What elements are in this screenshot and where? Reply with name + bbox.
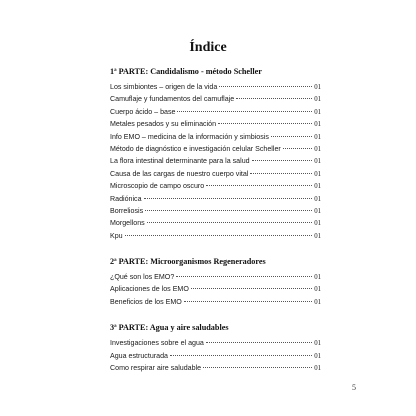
entry-label: Kpu: [110, 231, 123, 240]
dot-leader: [170, 355, 312, 356]
page-number: 5: [352, 383, 356, 392]
entry-label: Morgellons: [110, 219, 145, 228]
entry-page: 01: [314, 220, 321, 228]
toc-section-part-2: [110, 256, 321, 308]
dot-leader: [206, 342, 312, 343]
toc-entry[interactable]: [110, 143, 321, 155]
dot-leader: [283, 148, 312, 149]
toc-section-part-1: [110, 66, 321, 242]
entry-page: 01: [314, 158, 321, 166]
entry-label: Agua estructurada: [110, 351, 168, 360]
dot-leader: [203, 367, 312, 368]
page-title: Índice: [189, 40, 227, 55]
entry-page: 01: [314, 84, 321, 91]
entry-label: Los simbiontes – origen de la vida: [110, 83, 218, 91]
toc-entry[interactable]: [110, 118, 321, 130]
entry-label: Beneficios de los EMO: [110, 297, 182, 306]
toc-entry[interactable]: [110, 271, 321, 283]
entry-label: Borreliosis: [110, 206, 144, 215]
toc-entry[interactable]: [110, 296, 321, 308]
entry-page: 01: [314, 195, 321, 203]
dot-leader: [218, 123, 312, 124]
entry-label: Aplicaciones de los EMO: [110, 285, 189, 294]
entry-label: Método de diagnóstico e investigación celular Scheller: [110, 144, 281, 153]
entry-page: 01: [314, 274, 321, 282]
toc-entry[interactable]: [110, 93, 321, 105]
toc-entry[interactable]: [110, 283, 321, 295]
entry-label: Camuflaje y fundamentos del camuflaje: [110, 95, 235, 104]
entry-page: 01: [314, 340, 321, 348]
toc-entry[interactable]: [110, 81, 321, 93]
entry-page: 01: [314, 207, 321, 215]
entry-page: 01: [314, 183, 321, 191]
table-of-contents: [110, 66, 321, 388]
toc-entry[interactable]: [110, 131, 321, 143]
dot-leader: [236, 98, 312, 99]
entry-page: 01: [314, 145, 321, 153]
entry-label: Metales pesados y su eliminación: [110, 120, 217, 129]
entry-label: La flora intestinal determinante para la salud: [110, 157, 250, 166]
toc-entry[interactable]: [110, 180, 321, 192]
dot-leader: [125, 235, 313, 236]
dot-leader: [144, 198, 313, 199]
dot-leader: [184, 301, 312, 302]
entry-page: 01: [314, 286, 321, 294]
toc-section-part-3: [110, 322, 321, 374]
toc-entry[interactable]: [110, 362, 321, 374]
toc-entry[interactable]: [110, 155, 321, 167]
dot-leader: [145, 210, 312, 211]
entry-label: Radiónica: [110, 194, 142, 203]
entry-page: 01: [314, 298, 321, 306]
dot-leader: [219, 86, 312, 87]
entry-page: 01: [314, 133, 321, 141]
entry-page: 01: [314, 352, 321, 360]
dot-leader: [250, 173, 312, 174]
section-heading: 2ª PARTE: Microorganismos Regeneradores: [110, 257, 266, 267]
entry-page: 01: [314, 121, 321, 129]
toc-entry[interactable]: [110, 193, 321, 205]
entry-page: 01: [314, 108, 321, 116]
toc-entry[interactable]: [110, 205, 321, 217]
toc-entry[interactable]: [110, 217, 321, 229]
dot-leader: [177, 111, 312, 112]
dot-leader: [176, 276, 312, 277]
toc-entry[interactable]: [110, 168, 321, 180]
dot-leader: [206, 185, 312, 186]
dot-leader: [271, 136, 312, 137]
entry-label: Causa de las cargas de nuestro cuerpo vital: [110, 169, 249, 178]
entry-label: Cuerpo ácido – base: [110, 107, 176, 116]
entry-label: Como respirar aire saludable: [110, 364, 202, 373]
entry-page: 01: [314, 96, 321, 104]
dot-leader: [252, 160, 313, 161]
entry-label: ¿Qué son los EMO?: [110, 273, 175, 282]
section-heading: 3ª PARTE: Agua y aire saludables: [110, 323, 229, 333]
entry-page: 01: [314, 170, 321, 178]
toc-entry[interactable]: [110, 337, 321, 349]
entry-page: 01: [314, 232, 321, 240]
toc-entry[interactable]: [110, 350, 321, 362]
dot-leader: [147, 222, 313, 223]
entry-label: Investigaciones sobre el agua: [110, 339, 204, 348]
section-heading: 1ª PARTE: Candidalismo - método Scheller: [110, 67, 262, 76]
dot-leader: [191, 288, 312, 289]
entry-label: Microscopio de campo oscuro: [110, 182, 205, 191]
toc-entry[interactable]: [110, 106, 321, 118]
toc-entry[interactable]: [110, 230, 321, 242]
entry-page: 01: [314, 365, 321, 373]
entry-label: Info EMO – medicina de la información y simbiosis: [110, 132, 269, 141]
